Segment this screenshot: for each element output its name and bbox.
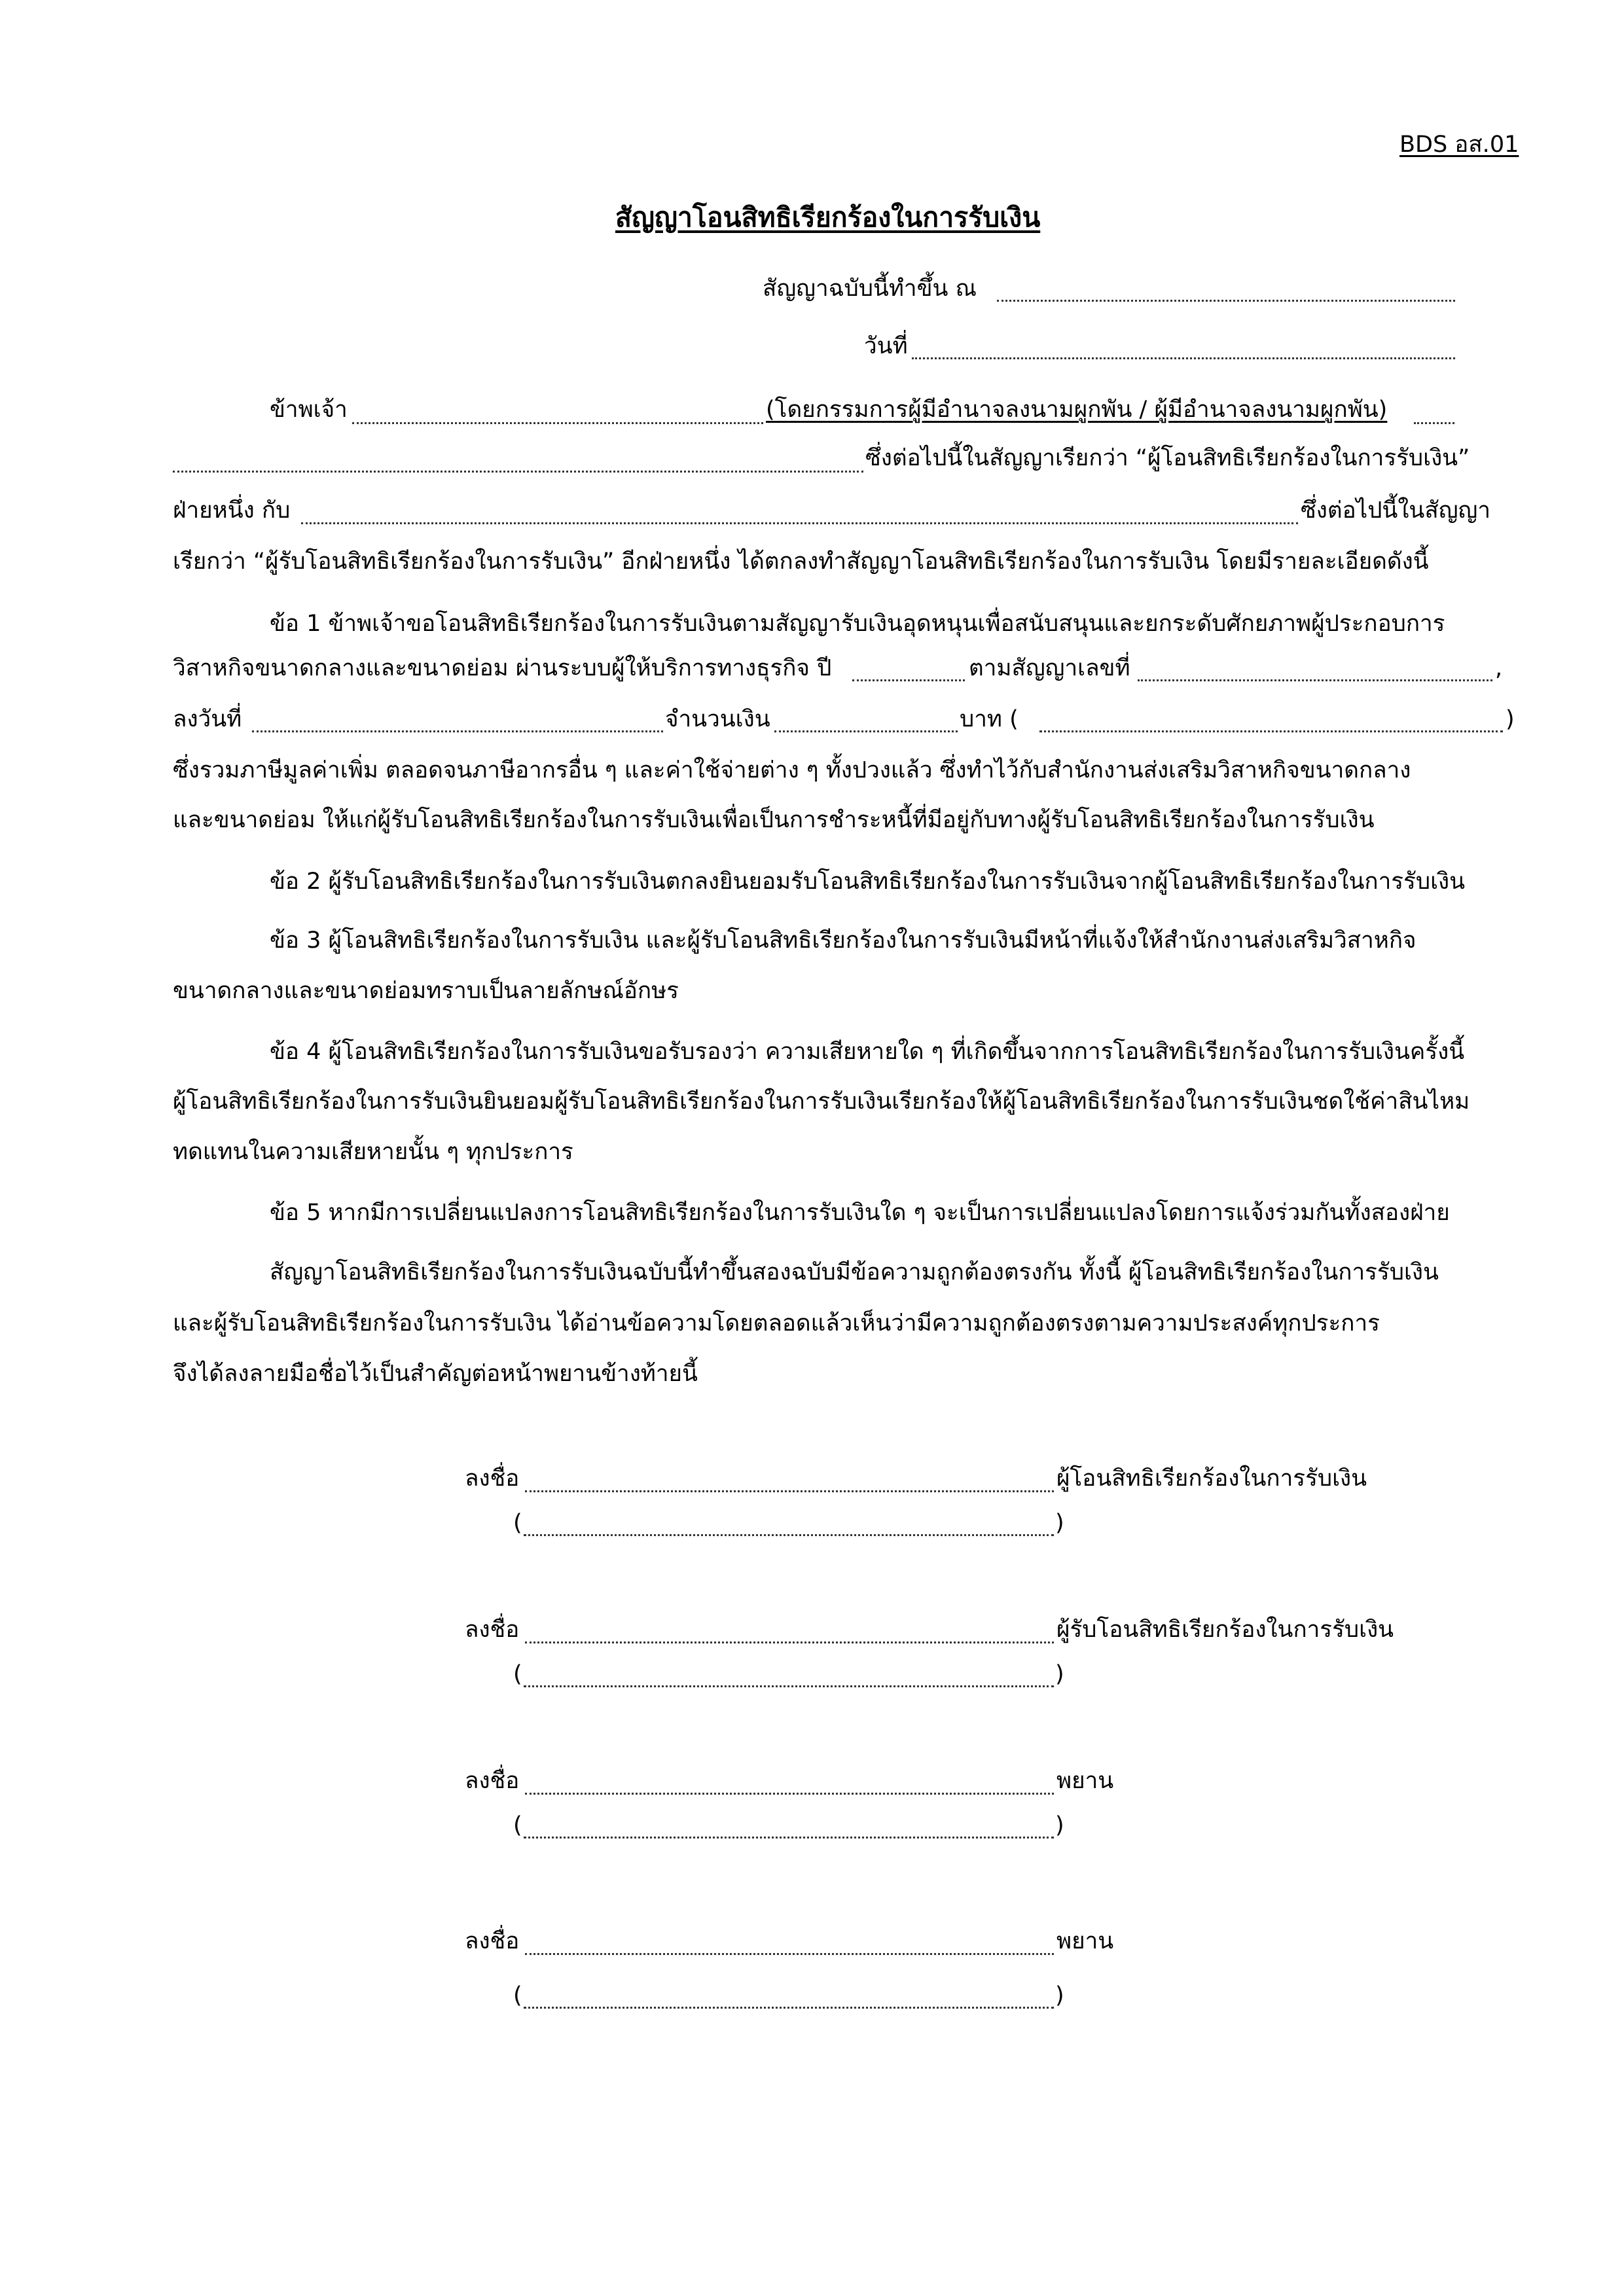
contract-number-field[interactable] xyxy=(1138,679,1492,681)
clause1-line2c: , xyxy=(1495,655,1503,681)
closing-line3: จึงได้ลงลายมือชื่อไว้เป็นสำคัญต่อหน้าพยานข้างท้ายนี้ xyxy=(173,1361,698,1387)
clause3-line2: ขนาดกลางและขนาดย่อมทราบเป็นลายลักษณ์อักษร xyxy=(173,978,679,1004)
printed-name-field-witness2[interactable] xyxy=(524,2007,1054,2009)
close-paren: ) xyxy=(1055,1510,1064,1536)
amount-text-field[interactable] xyxy=(1039,730,1503,732)
clause1-line5: และขนาดย่อม ให้แก่ผู้รับโอนสิทธิเรียกร้องในการรับเงินเพื่อเป็นการชำระหนี้ที่มีอยู่กับทางผู้รับโอนสิทธิเรียกร้องในการรับเงิน xyxy=(173,807,1375,833)
role-transferor: ผู้โอนสิทธิเรียกร้องในการรับเงิน xyxy=(1056,1465,1367,1492)
close-paren: ) xyxy=(1055,1982,1064,2009)
clause2: ข้อ 2 ผู้รับโอนสิทธิเรียกร้องในการรับเงินตกลงยินยอมรับโอนสิทธิเรียกร้องในการรับเงินจากผู้โอนสิทธิเรียกร้องในการรับเงิน xyxy=(270,869,1466,895)
close-paren: ) xyxy=(1055,1812,1064,1839)
signature-label-witness2: ลงชื่อ xyxy=(465,1928,520,1954)
open-paren: ( xyxy=(513,1982,522,2009)
signature-field-witness2[interactable] xyxy=(525,1953,1054,1955)
year-field[interactable] xyxy=(852,679,965,681)
transferee-definition-start: ซึ่งต่อไปนี้ในสัญญา xyxy=(1301,497,1491,524)
signature-field-transferee[interactable] xyxy=(525,1641,1054,1643)
signature-label-witness1: ลงชื่อ xyxy=(465,1768,520,1794)
clause4-line2: ผู้โอนสิทธิเรียกร้องในการรับเงินยินยอมผู้รับโอนสิทธิเรียกร้องในการรับเงินเรียกร้องให้ผู้โอนสิทธิเรียกร้องในการรับเงินชดใช้ค่าสินไหม xyxy=(173,1088,1470,1115)
closing-line2: และผู้รับโอนสิทธิเรียกร้องในการรับเงิน ได้อ่านข้อความโดยตลอดแล้วเห็นว่ามีความถูกต้องตรงตามความประสงค์ทุกประการ xyxy=(173,1310,1380,1336)
signature-field-transferor[interactable] xyxy=(525,1490,1054,1492)
clause1-line2a: วิสาหกิจขนาดกลางและขนาดย่อม ผ่านระบบผู้ให้บริการทางธุรกิจ ปี xyxy=(173,655,832,681)
printed-name-field-transferee[interactable] xyxy=(524,1685,1054,1687)
clause1-line4: ซึ่งรวมภาษีมูลค่าเพิ่ม ตลอดจนภาษีอากรอื่น ๆ และค่าใช้จ่ายต่าง ๆ ทั้งปวงแล้ว ซึ่งทำไว้กับสำนักงานส่งเสริมวิสาหกิจขนาดกลาง xyxy=(173,757,1411,783)
clause1-line3b: จำนวนเงิน xyxy=(665,706,770,732)
authorized-signer-note: (โดยกรรมการผู้มีอำนาจลงนามผูกพัน / ผู้มีอำนาจลงนามผูกพัน) xyxy=(766,397,1388,423)
clause4-line1: ข้อ 4 ผู้โอนสิทธิเรียกร้องในการรับเงินขอรับรองว่า ความเสียหายใด ๆ ที่เกิดขึ้นจากการโอนสิทธิเรียกร้องในการรับเงินครั้งนี้ xyxy=(270,1039,1465,1065)
place-label: สัญญาฉบับนี้ทำขึ้น ณ xyxy=(763,276,977,302)
role-witness1: พยาน xyxy=(1056,1768,1114,1794)
open-paren: ( xyxy=(513,1661,522,1687)
transferor-name-field-2[interactable] xyxy=(173,471,863,473)
amount-field[interactable] xyxy=(774,730,958,732)
open-paren: ( xyxy=(513,1510,522,1536)
place-field[interactable] xyxy=(997,300,1455,302)
signature-field-witness1[interactable] xyxy=(525,1793,1054,1795)
transferor-name-field[interactable] xyxy=(352,422,763,424)
printed-name-field-transferor[interactable] xyxy=(524,1534,1054,1536)
clause1-line3a: ลงวันที่ xyxy=(173,706,242,732)
close-paren: ) xyxy=(1055,1661,1064,1687)
contract-date-field[interactable] xyxy=(252,730,663,732)
transferor-name-field-tail[interactable] xyxy=(1414,422,1454,424)
clause1-line1: ข้อ 1 ข้าพเจ้าขอโอนสิทธิเรียกร้องในการรับเงินตามสัญญารับเงินอุดหนุนเพื่อสนับสนุนและยกระดับศักยภาพผู้ประกอบการ xyxy=(270,611,1445,637)
date-field[interactable] xyxy=(912,357,1455,359)
role-witness2: พยาน xyxy=(1056,1928,1114,1954)
date-label: วันที่ xyxy=(864,333,908,359)
clause1-line3c: บาท ( xyxy=(960,706,1019,732)
clause1-line3d: ) xyxy=(1506,706,1515,732)
clause1-line2b: ตามสัญญาเลขที่ xyxy=(969,655,1130,681)
closing-line1: สัญญาโอนสิทธิเรียกร้องในการรับเงินฉบับนี้ทำขึ้นสองฉบับมีข้อความถูกต้องตรงกัน ทั้งนี้ ผู้โอนสิทธิเรียกร้องในการรับเงิน xyxy=(270,1259,1439,1285)
parties-agreement-text: เรียกว่า “ผู้รับโอนสิทธิเรียกร้องในการรับเงิน” อีกฝ่ายหนึ่ง ได้ตกลงทำสัญญาโอนสิทธิเรียกร้องในการรับเงิน โดยมีรายละเอียดดังนี้ xyxy=(173,548,1429,575)
signature-label-transferor: ลงชื่อ xyxy=(465,1465,520,1492)
printed-name-field-witness1[interactable] xyxy=(524,1837,1054,1839)
open-paren: ( xyxy=(513,1812,522,1839)
clause3-line1: ข้อ 3 ผู้โอนสิทธิเรียกร้องในการรับเงิน และผู้รับโอนสิทธิเรียกร้องในการรับเงินมีหน้าที่แจ้งให้สำนักงานส่งเสริมวิสาหกิจ xyxy=(270,927,1416,954)
transferor-definition: ซึ่งต่อไปนี้ในสัญญาเรียกว่า “ผู้โอนสิทธิเรียกร้องในการรับเงิน” xyxy=(865,445,1470,471)
transferee-label: ฝ่ายหนึ่ง กับ xyxy=(173,497,291,524)
signature-label-transferee: ลงชื่อ xyxy=(465,1617,520,1643)
role-transferee: ผู้รับโอนสิทธิเรียกร้องในการรับเงิน xyxy=(1056,1617,1394,1643)
form-code: BDS อส.01 xyxy=(1399,132,1519,158)
transferor-label: ข้าพเจ้า xyxy=(270,397,348,423)
document-title: สัญญาโอนสิทธิเรียกร้องในการรับเงิน xyxy=(615,202,1041,233)
clause4-line3: ทดแทนในความเสียหายนั้น ๆ ทุกประการ xyxy=(173,1139,573,1165)
clause5: ข้อ 5 หากมีการเปลี่ยนแปลงการโอนสิทธิเรียกร้องในการรับเงินใด ๆ จะเป็นการเปลี่ยนแปลงโดยการแจ้งร่วมกันทั้งสองฝ่าย xyxy=(270,1200,1450,1226)
transferee-name-field[interactable] xyxy=(301,522,1298,524)
